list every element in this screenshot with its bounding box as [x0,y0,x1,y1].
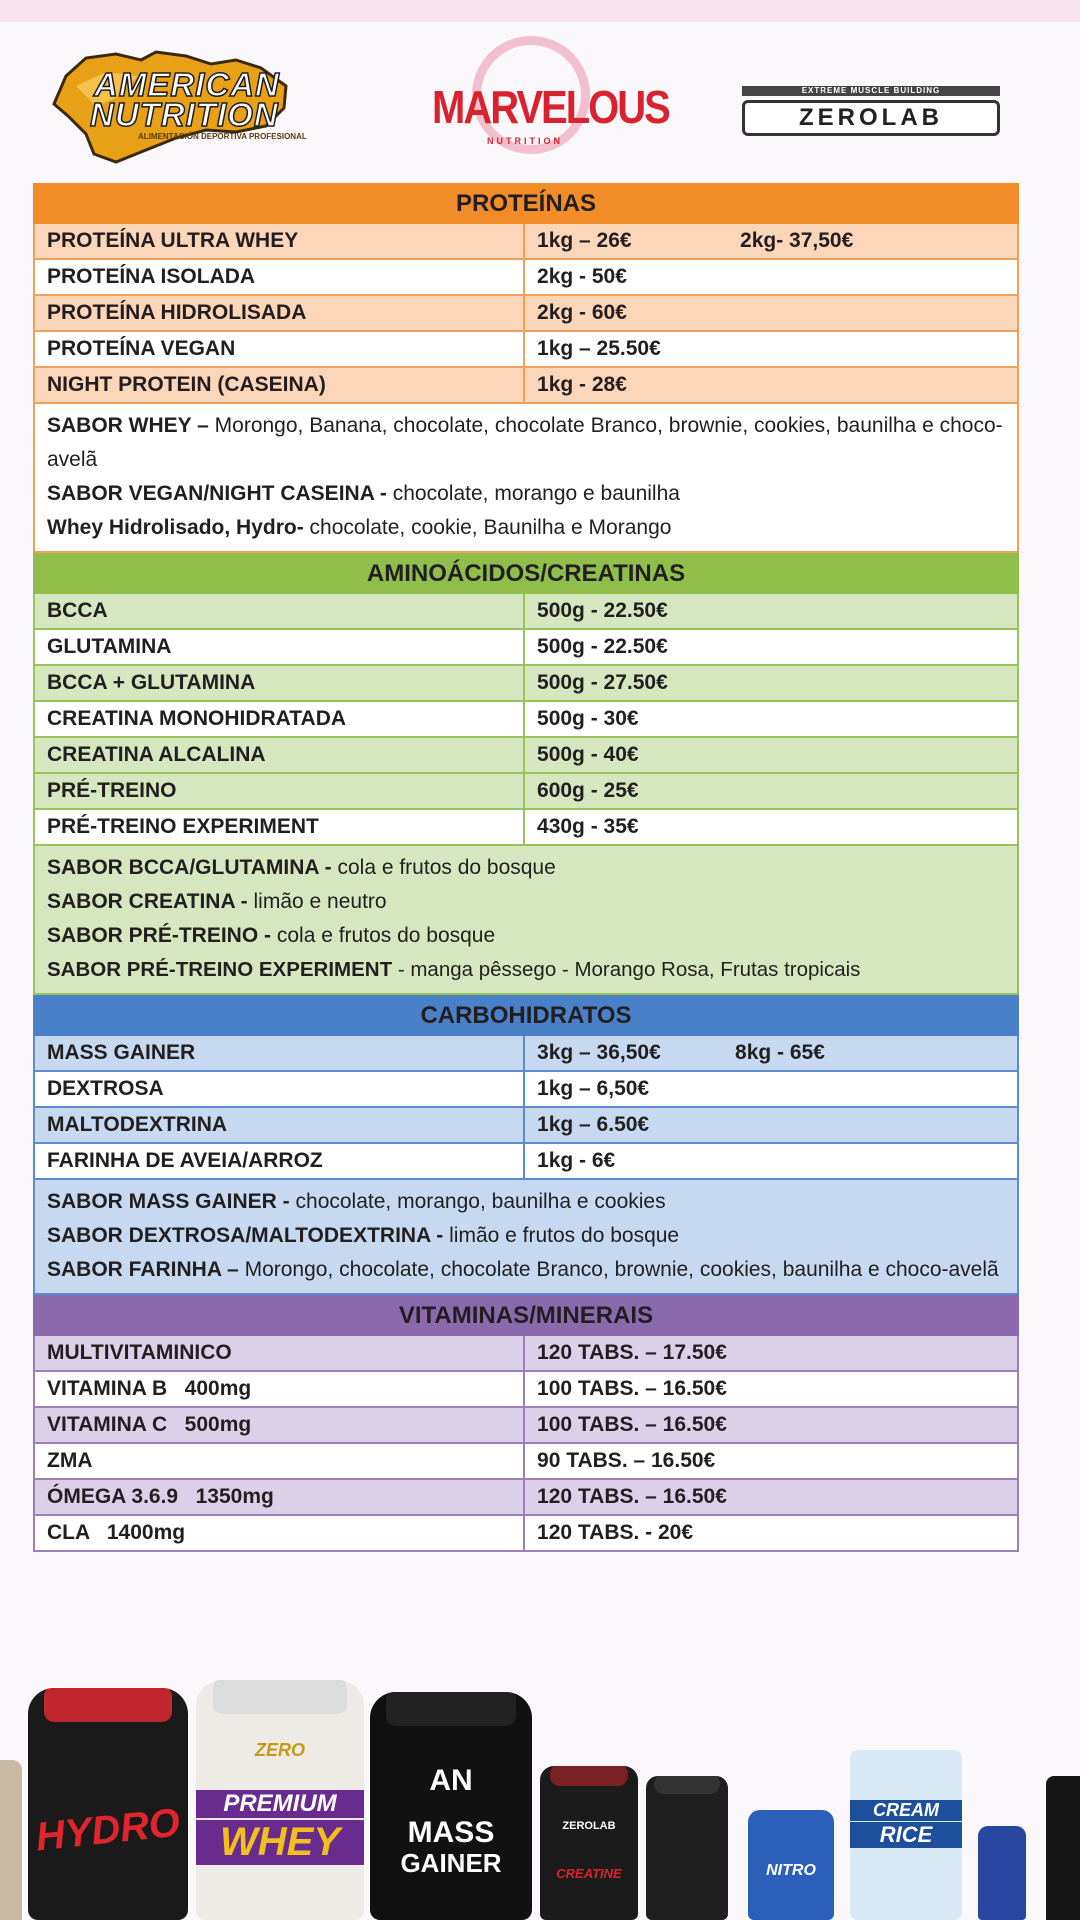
product-name: FARINHA DE AVEIA/ARROZ [35,1144,525,1178]
flavor-text: - manga pêssego - Morango Rosa, Frutas tropicais [392,958,861,981]
product-name: PROTEÍNA HIDROLISADA [35,296,525,330]
nitro-label: NITRO [766,1862,816,1879]
table-row [33,1036,1019,1072]
price-primary: 1kg – 26€ [537,229,632,252]
product-name: DEXTROSA [35,1072,525,1106]
product-name: MALTODEXTRINA [35,1108,525,1142]
price-secondary: 2kg- 37,50€ [740,229,854,252]
product-name: MULTIVITAMINICO [35,1336,525,1370]
flavor-note [47,477,1005,511]
flavor-note [47,1253,1005,1287]
table-row [33,1480,1019,1516]
product-price: 120 TABS. - 20€ [525,1516,1017,1550]
section-title: AMINOÁCIDOS/CREATINAS [33,553,1019,594]
table-row [33,630,1019,666]
table-row [33,296,1019,332]
product-price: 120 TABS. – 17.50€ [525,1336,1017,1370]
section-aminoacidos [33,553,1019,995]
cream-rice-bottom-label: RICE [850,1822,962,1848]
whey-bottom-label: WHEY [196,1820,364,1865]
product-name: VITAMINA B 400mg [35,1372,525,1406]
product-price: 1kg – 25.50€ [525,332,1017,366]
product-price: 500g - 40€ [525,738,1017,772]
flavor-label: SABOR WHEY – [47,414,209,437]
section-title: VITAMINAS/MINERAIS [33,1295,1019,1336]
section-proteinas [33,183,1019,553]
flavor-text: chocolate, morango e baunilha [386,482,680,505]
small-bottle-product [978,1826,1026,1920]
flavor-text: limão e neutro [247,890,387,913]
product-cap [386,1692,516,1726]
price-secondary: 8kg - 65€ [735,1041,825,1064]
section-title: PROTEÍNAS [33,183,1019,224]
price-primary: 3kg – 36,50€ [537,1041,661,1064]
creatine-brand-label: ZEROLAB [562,1820,616,1832]
table-row [33,1444,1019,1480]
product-price: 1kg - 28€ [525,368,1017,402]
product-price: 2kg - 50€ [525,260,1017,294]
price-table [33,183,1019,1552]
table-row [33,332,1019,368]
flavor-label: SABOR PRÉ-TREINO EXPERIMENT [47,958,393,981]
an-brand-label: AN [429,1764,473,1797]
table-row [33,368,1019,404]
table-row [33,1516,1019,1552]
flavor-note [47,885,1005,919]
flavor-note [47,851,1005,885]
marvelous-name: MARVELOUS [432,82,669,134]
marvelous-tagline: NUTRITION [487,136,563,146]
flavor-label: SABOR PRÉ-TREINO - [47,924,272,947]
flavor-label: SABOR VEGAN/NIGHT CASEINA - [47,482,387,505]
table-row [33,1144,1019,1180]
american-nutrition-logo [46,46,307,166]
zerolab-name: ZEROLAB [742,100,1000,136]
flavor-text: Morongo, Banana, chocolate, chocolate Branco, brownie, cookies, baunilha e choco-avelã [47,414,1003,471]
product-name: PRÉ-TREINO EXPERIMENT [35,810,525,844]
product-name: GLUTAMINA [35,630,525,664]
product-price: 1kg – 6,50€ [525,1072,1017,1106]
table-row [33,1408,1019,1444]
flavor-notes [33,846,1019,995]
flavor-notes [33,1180,1019,1295]
flavor-label: SABOR DEXTROSA/MALTODEXTRINA - [47,1224,444,1247]
whey-top-label: PREMIUM [196,1790,364,1818]
flavor-text: cola e frutos do bosque [331,856,556,879]
flavor-note [47,1219,1005,1253]
product-cap [213,1680,347,1714]
product-name: PROTEÍNA ULTRA WHEY [35,224,525,258]
product-name: CREATINA ALCALINA [35,738,525,772]
product-price: 1kg - 6€ [525,1144,1017,1178]
section-carbohidratos [33,995,1019,1295]
product-price: 500g - 22.50€ [525,630,1017,664]
product-cap [550,1766,628,1786]
american-nutrition-tagline: ALIMENTACIÓN DEPORTIVA PROFESIONAL [138,132,307,141]
product-name: CREATINA MONOHIDRATADA [35,702,525,736]
zerolab-logo [742,86,1000,138]
hydro-product [28,1688,188,1920]
flavor-note [47,409,1005,477]
table-row [33,666,1019,702]
table-row [33,702,1019,738]
product-name: BCCA [35,594,525,628]
product-price [525,224,1017,258]
product-showcase [0,1680,1080,1920]
product-name: ÓMEGA 3.6.9 1350mg [35,1480,525,1514]
table-row [33,738,1019,774]
product-name: NIGHT PROTEIN (CASEINA) [35,368,525,402]
product-price: 500g - 30€ [525,702,1017,736]
side-bottle-left [0,1760,22,1920]
product-cap [44,1688,172,1722]
product-price: 1kg – 6.50€ [525,1108,1017,1142]
whey-brand-label: ZERO [254,1740,305,1760]
flavor-label: SABOR MASS GAINER - [47,1190,290,1213]
cream-rice-product [850,1750,962,1920]
product-price: 2kg - 60€ [525,296,1017,330]
product-price: 100 TABS. – 16.50€ [525,1408,1017,1442]
flavor-text: Morongo, chocolate, chocolate Branco, brownie, cookies, baunilha e choco-avelã [238,1258,999,1281]
table-row [33,224,1019,260]
nitro-product [748,1810,834,1920]
product-price: 100 TABS. – 16.50€ [525,1372,1017,1406]
product-cap [654,1776,720,1794]
table-row [33,1372,1019,1408]
table-row [33,810,1019,846]
shaker-product [1046,1776,1080,1920]
product-price: 600g - 25€ [525,774,1017,808]
flavor-label: SABOR FARINHA – [47,1258,239,1281]
creatine-product [540,1766,638,1920]
american-nutrition-line1: AMERICAN [94,66,280,103]
flavor-note [47,1185,1005,1219]
product-name: ZMA [35,1444,525,1478]
flavor-text: limão e frutos do bosque [443,1224,680,1247]
flavor-note [47,953,1005,987]
flavor-text: chocolate, cookie, Baunilha e Morango [303,516,672,539]
table-row [33,594,1019,630]
product-price: 90 TABS. – 16.50€ [525,1444,1017,1478]
section-title: CARBOHIDRATOS [33,995,1019,1036]
product-name: PROTEÍNA VEGAN [35,332,525,366]
table-row [33,1108,1019,1144]
hydro-label: HYDRO [33,1800,183,1860]
flavor-label: Whey Hidrolisado, Hydro- [47,516,304,539]
product-price: 500g - 27.50€ [525,666,1017,700]
marvelous-logo [432,36,669,156]
mass-gainer-product [370,1692,532,1920]
product-name: VITAMINA C 500mg [35,1408,525,1442]
american-nutrition-line2: NUTRITION [90,96,279,133]
mass-label-bottom: GAINER [400,1848,502,1878]
table-row [33,260,1019,296]
flavor-label: SABOR BCCA/GLUTAMINA - [47,856,332,879]
top-band [0,0,1080,22]
premium-whey-product [196,1680,364,1920]
product-name: MASS GAINER [35,1036,525,1070]
product-name: PRÉ-TREINO [35,774,525,808]
creatine-label: CREATINE [556,1866,622,1881]
flavor-note [47,511,1005,545]
flavor-label: SABOR CREATINA - [47,890,248,913]
product-price [525,1036,1017,1070]
cream-rice-top-label: CREAM [850,1800,962,1821]
zerolab-tagline: EXTREME MUSCLE BUILDING [742,86,1000,96]
flavor-text: chocolate, morango, baunilha e cookies [289,1190,666,1213]
product-name: BCCA + GLUTAMINA [35,666,525,700]
section-vitaminas [33,1295,1019,1552]
product-price: 430g - 35€ [525,810,1017,844]
table-row [33,1336,1019,1372]
table-row [33,774,1019,810]
table-row [33,1072,1019,1108]
flavor-note [47,919,1005,953]
flavor-text: cola e frutos do bosque [271,924,496,947]
mass-label-top: MASS [407,1816,495,1849]
product-name: CLA 1400mg [35,1516,525,1550]
product-price: 500g - 22.50€ [525,594,1017,628]
black-tub-product [646,1776,728,1920]
flavor-notes [33,404,1019,553]
product-name: PROTEÍNA ISOLADA [35,260,525,294]
product-price: 120 TABS. – 16.50€ [525,1480,1017,1514]
